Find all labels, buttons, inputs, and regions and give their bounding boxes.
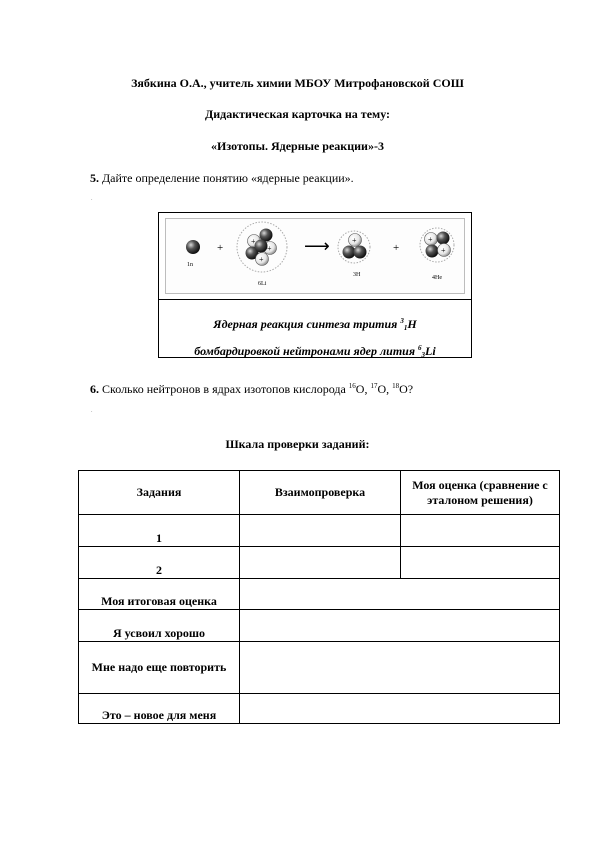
answer-marker: .	[91, 408, 93, 414]
caption-symbol: Li	[425, 344, 436, 358]
question-5	[90, 171, 354, 186]
self-grade-cell[interactable]	[401, 515, 560, 547]
peer-check-cell[interactable]	[240, 515, 401, 547]
learned-cell[interactable]	[240, 610, 560, 642]
he-label: 4He	[432, 275, 442, 281]
repeat-cell[interactable]	[240, 642, 560, 694]
he-proton-sign: +	[428, 235, 433, 244]
table-row	[79, 642, 560, 694]
isotope-symbol: O	[355, 382, 365, 396]
final-grade-label: Моя итоговая оценка	[79, 579, 240, 610]
reaction-caption	[159, 311, 471, 365]
question-5-number: 5.	[90, 171, 99, 185]
question-5-text: Дайте определение понятию «ядерные реакции».	[102, 171, 354, 185]
he-cloud	[420, 228, 454, 262]
he-neutron	[437, 232, 450, 245]
question-6	[90, 382, 413, 397]
peer-check-cell[interactable]	[240, 547, 401, 579]
h-neutron	[354, 246, 367, 259]
table-row	[79, 610, 560, 642]
plus-sign-1: +	[217, 242, 224, 254]
li-proton-sign: +	[267, 244, 272, 253]
header-self-grade: Моя оценка (сравнение с эталоном решения)	[401, 471, 560, 515]
header-tasks: Задания	[79, 471, 240, 515]
isotope-mass: 17	[370, 382, 378, 390]
reaction-figure	[158, 212, 472, 358]
author-line: Зябкина О.А., учитель химии МБОУ Митрофановской СОШ	[131, 76, 464, 90]
li-label: 6Li	[258, 281, 267, 287]
task-number: 2	[79, 547, 240, 579]
isotope-symbol: O	[377, 382, 387, 396]
header-peer-check: Взаимопроверка	[240, 471, 401, 515]
repeat-label: Мне надо еще повторить	[79, 642, 240, 694]
answer-marker: .	[91, 196, 93, 202]
li-proton-sign: +	[259, 255, 264, 264]
caption-sub: 3	[421, 351, 426, 359]
table-row	[79, 515, 560, 547]
caption-sup: 6	[418, 344, 422, 352]
caption-sup: 3	[400, 317, 404, 325]
table-row	[79, 579, 560, 610]
isotope-symbol: O	[399, 382, 408, 396]
topic-title: «Изотопы. Ядерные реакции»-3	[211, 139, 384, 153]
reaction-arrow: ⟶	[304, 236, 330, 257]
li-neutron	[255, 240, 268, 253]
caption-symbol: H	[407, 317, 417, 331]
neutron-sphere	[186, 240, 200, 254]
caption-text: Ядерная реакция синтеза трития	[213, 317, 401, 331]
final-grade-cell[interactable]	[240, 579, 560, 610]
isotope-mass: 18	[392, 382, 400, 390]
new-label: Это – новое для меня	[79, 694, 240, 724]
h-proton-sign: +	[352, 236, 357, 245]
separator: ,	[386, 382, 393, 396]
li-proton-sign: +	[251, 237, 256, 246]
caption-text: бомбардировкой нейтронами ядер лития	[194, 344, 419, 358]
question-6-text: Сколько нейтронов в ядрах изотопов кислорода	[102, 382, 349, 396]
assessment-table	[78, 470, 560, 724]
table-header-row	[79, 471, 560, 515]
he-neutron	[426, 245, 439, 258]
reaction-image	[165, 218, 465, 294]
question-6-number: 6.	[90, 382, 99, 396]
learned-label: Я усвоил хорошо	[79, 610, 240, 642]
scale-title: Шкала проверки заданий:	[225, 437, 370, 451]
caption-sub: 1	[403, 324, 408, 332]
isotope-mass: 16	[348, 382, 356, 390]
table-row	[79, 694, 560, 724]
self-grade-cell[interactable]	[401, 547, 560, 579]
he-proton-sign: +	[441, 246, 446, 255]
question-mark: ?	[407, 382, 414, 396]
card-type: Дидактическая карточка на тему:	[204, 107, 391, 121]
new-cell[interactable]	[240, 694, 560, 724]
separator: ,	[364, 382, 371, 396]
reaction-svg	[166, 219, 464, 293]
neutron-label: 1n	[187, 262, 193, 268]
plus-sign-2: +	[393, 242, 400, 254]
reaction-diagram	[159, 213, 471, 300]
task-number: 1	[79, 515, 240, 547]
h-label: 3H	[353, 272, 361, 278]
table-row	[79, 547, 560, 579]
